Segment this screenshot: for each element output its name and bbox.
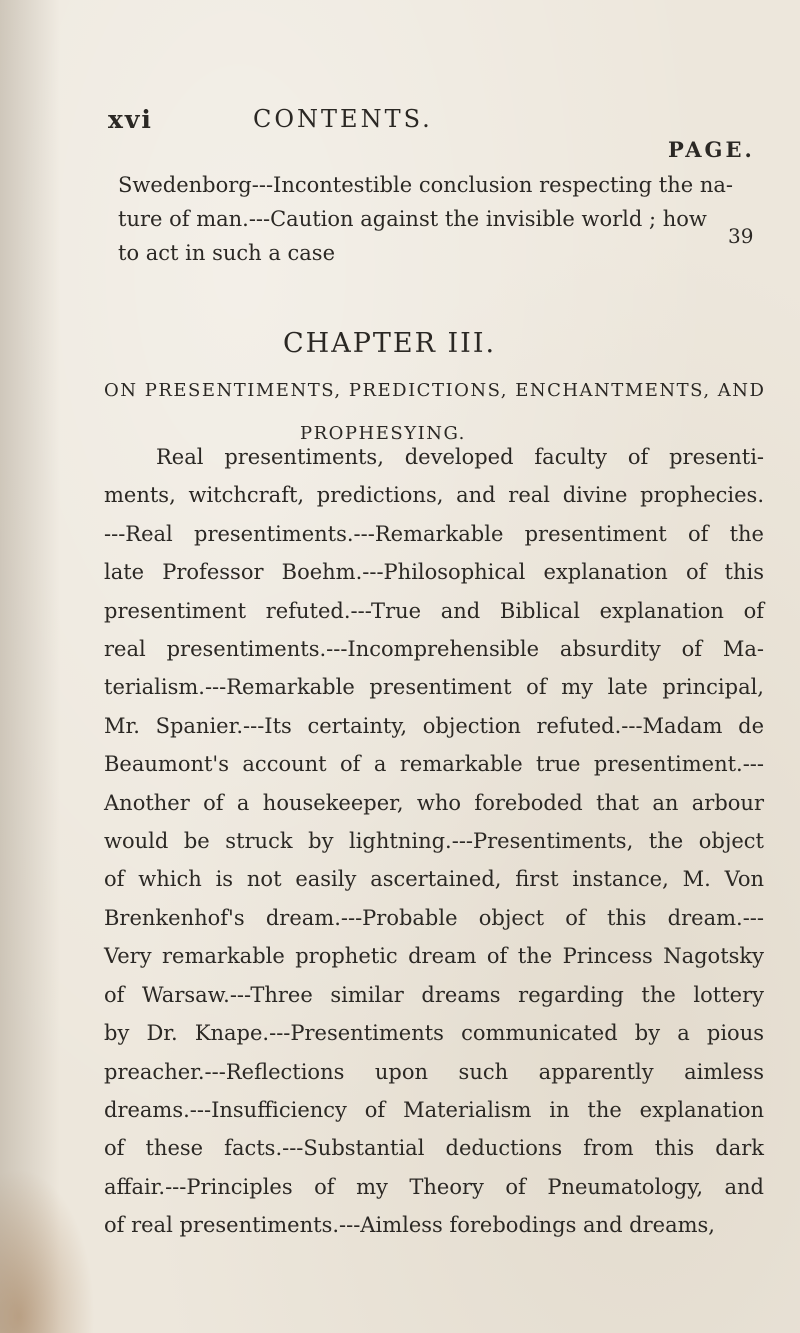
header-page-number: xvi [108,105,153,134]
summary-line: Beaumont's account of a remarkable true presentiment.--- [104,752,764,777]
page-column-label: PAGE. [668,137,755,162]
summary-line: Brenkenhof's dream.---Probable object of this dream.--- [104,905,764,930]
chapter-summary [104,438,764,1245]
summary-line: Mr. Spanier.---Its certainty, objection refuted.---Madam de [104,713,764,738]
summary-line: ments, witchcraft, predictions, and real divine prophecies. [104,483,764,508]
summary-line: terialism.---Remarkable presentiment of my late principal, [104,675,764,700]
summary-line: Another of a housekeeper, who foreboded that an arbour [104,790,764,815]
summary-line: Very remarkable prophetic dream of the Princess Nagotsky [104,944,764,969]
paper-stain [0,1168,95,1333]
summary-line: of these facts.---Substantial deductions from this dark [104,1136,764,1161]
summary-line: of Warsaw.---Three similar dreams regarding the lottery [104,982,764,1007]
subtitle-line: ON PRESENTIMENTS, PREDICTIONS, ENCHANTMENTS, AND [104,380,766,401]
summary-line: late Professor Boehm.---Philosophical explanation of this [104,560,764,585]
summary-line: Real presentiments, developed faculty of presenti- [156,445,764,469]
summary-line: ---Real presentiments.---Remarkable presentiment of the [104,521,764,546]
running-header [108,105,748,135]
gutter-shadow [0,0,60,1333]
summary-line: by Dr. Knape.---Presentiments communicated by a pious [104,1021,764,1046]
summary-line: of which is not easily ascertained, first instance, M. Von [104,867,764,892]
summary-line: affair.---Principles of my Theory of Pneumatology, and [104,1174,764,1199]
summary-line: presentiment refuted.---True and Biblical explanation of [104,598,764,623]
entry-line: ture of man.---Caution against the invisible world ; how [118,207,707,231]
previous-chapter-entry [118,168,758,270]
summary-line: preacher.---Reflections upon such apparently aimless [104,1059,764,1084]
subtitle-line: PROPHESYING. [300,423,466,444]
entry-line: to act in such a case [118,241,336,265]
entry-line: Swedenborg---Incontestible conclusion respecting the na- [118,173,733,197]
summary-line: would be struck by lightning.---Presentiments, the object [104,829,764,854]
summary-line: of real presentiments.---Aimless forebodings and dreams, [104,1213,715,1238]
chapter-heading: CHAPTER III. [283,328,497,359]
entry-page-number: 39 [728,224,754,248]
summary-line: real presentiments.---Incomprehensible absurdity of Ma- [104,637,764,662]
header-title: CONTENTS. [253,105,433,133]
summary-line: dreams.---Insufficiency of Materialism in the explanation [104,1097,764,1122]
